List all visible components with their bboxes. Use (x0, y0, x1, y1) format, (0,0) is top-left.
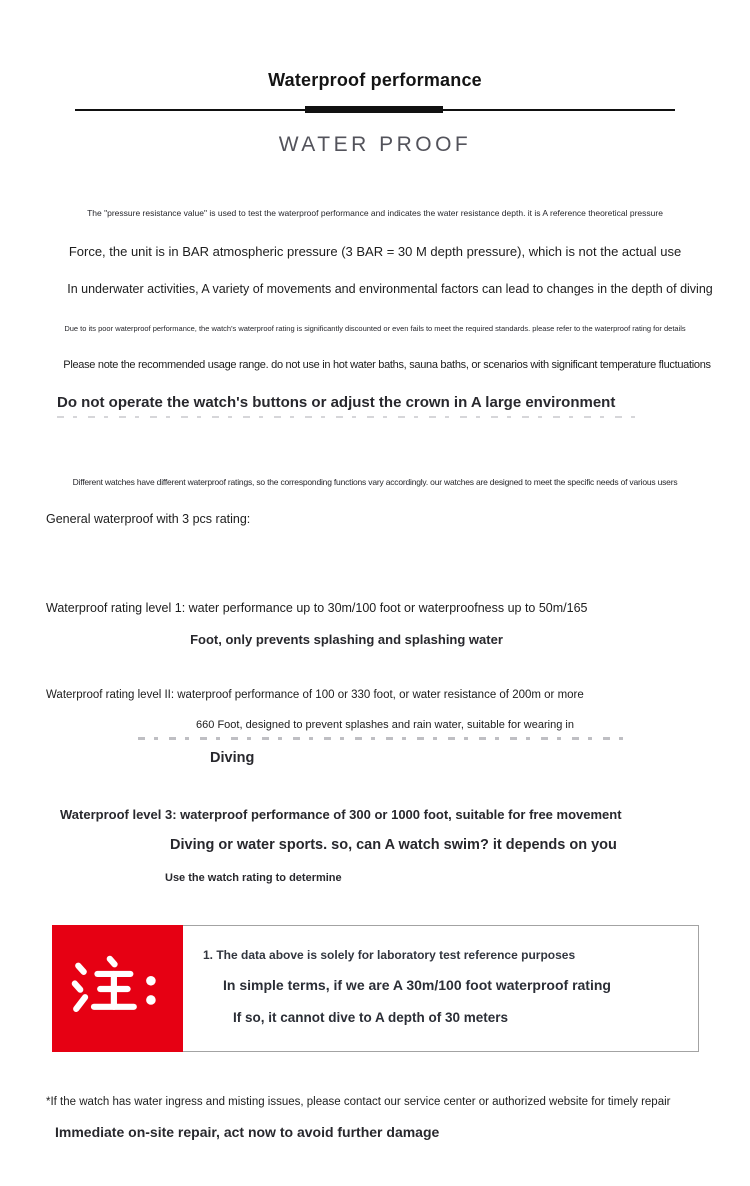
ratings-small-note: Different watches have different waterproof ratings, so the corresponding functions vary accordingly. our watches are designed to meet the specific needs of various users (72, 477, 678, 487)
intro-line-usage: Please note the recommended usage range. do not use in hot water baths, sauna baths, or scenarios with significant temperature fluctuations (63, 359, 711, 371)
rating-level1-line2: Foot, only prevents splashing and splashing water (190, 632, 503, 647)
intro-small-note-1: The "pressure resistance value" is used to test the waterproof performance and indicates the water resistance depth. it is A reference theoretical pressure (87, 208, 663, 218)
intro-line-force: Force, the unit is in BAR atmospheric pressure (3 BAR = 30 M depth pressure), which is not the actual use (68, 244, 682, 259)
page-title: Waterproof performance (268, 70, 482, 90)
clipped-text-artifact-1 (57, 416, 645, 418)
ratings-heading: General waterproof with 3 pcs rating: (46, 512, 251, 526)
footer-service-note: *If the watch has water ingress and misting issues, please contact our service center or authorized website for timely repair (46, 1096, 671, 1108)
note-label-zhu-icon (70, 949, 166, 1029)
note-line-2: In simple terms, if we are A 30m/100 foot waterproof rating (223, 977, 611, 993)
rating-level3-line2: Diving or water sports. so, can A watch swim? it depends on you (170, 837, 617, 853)
rating-level3-line1: Waterproof level 3: waterproof performance of 300 or 1000 foot, suitable for free movement (60, 807, 622, 822)
rating-level1-line1: Waterproof rating level 1: water performance up to 30m/100 foot or waterproofness up to 50m/165 (46, 601, 588, 615)
clipped-text-artifact-2 (138, 737, 630, 740)
note-accent-block (52, 925, 183, 1052)
note-box (52, 925, 699, 1052)
rating-level2-line1: Waterproof rating level II: waterproof performance of 100 or 330 foot, or water resistance of 200m or more (46, 689, 584, 701)
note-line-3: If so, it cannot dive to A depth of 30 meters (233, 1010, 509, 1025)
intro-small-note-2: Due to its poor waterproof performance, the watch's waterproof rating is significantly discounted or even fails to meet the required standards. please refer to the waterproof rating for details (64, 324, 686, 333)
title-divider (0, 106, 750, 114)
intro-line-underwater: In underwater activities, A variety of movements and environmental factors can lead to changes in the depth of diving (67, 282, 713, 296)
intro-line-do-not-operate: Do not operate the watch's buttons or adjust the crown in A large environment (57, 394, 616, 411)
divider-thick-segment (305, 106, 443, 113)
rating-level2-line3-diving: Diving (210, 750, 255, 766)
rating-level2-line2: 660 Foot, designed to prevent splashes and rain water, suitable for wearing in (196, 719, 574, 731)
page-subtitle: WATER PROOF (278, 133, 472, 156)
footer-repair-line: Immediate on-site repair, act now to avoid further damage (55, 1124, 440, 1140)
note-line-1: 1. The data above is solely for laboratory test reference purposes (203, 948, 576, 962)
rating-level3-line3: Use the watch rating to determine (165, 872, 342, 884)
